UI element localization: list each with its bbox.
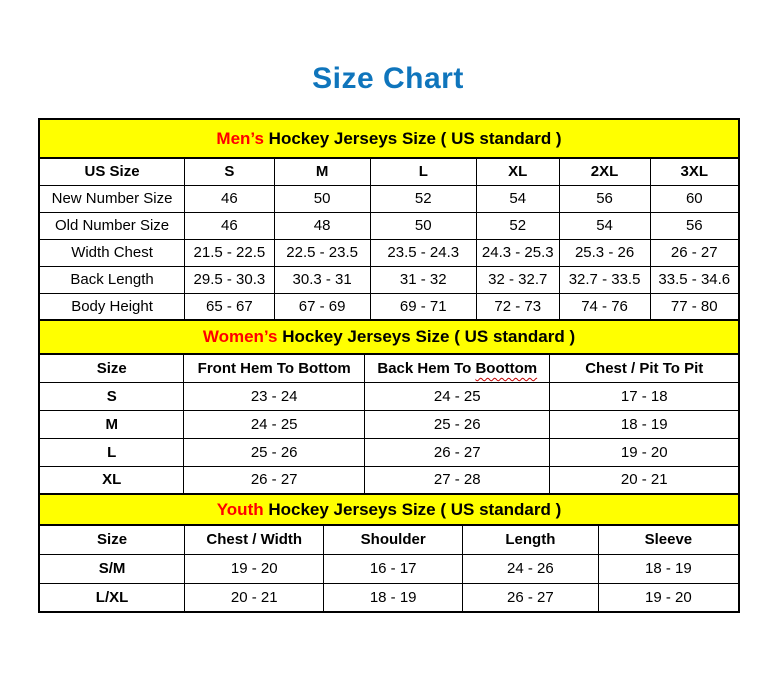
cell-value: 67 - 69 xyxy=(274,293,370,320)
table-row xyxy=(39,185,739,212)
row-label: Back Length xyxy=(39,266,185,293)
cell-value: 17 - 18 xyxy=(550,382,739,410)
mens-section-header-accent: Men’s xyxy=(216,128,264,148)
mens-column-header-row xyxy=(39,158,739,185)
cell-value: 26 - 27 xyxy=(364,438,550,466)
cell-value: 50 xyxy=(274,185,370,212)
womens-column-header-row xyxy=(39,354,739,382)
column-header: Sleeve xyxy=(598,525,739,554)
cell-value: 77 - 80 xyxy=(650,293,739,320)
column-header: XL xyxy=(476,158,559,185)
cell-value: 72 - 73 xyxy=(476,293,559,320)
column-header: L xyxy=(370,158,476,185)
womens-section-header xyxy=(39,320,739,354)
row-label: L/XL xyxy=(39,583,185,612)
row-label: New Number Size xyxy=(39,185,185,212)
row-label: XL xyxy=(39,466,184,494)
cell-value: 32.7 - 33.5 xyxy=(559,266,650,293)
table-row xyxy=(39,410,739,438)
cell-value: 23 - 24 xyxy=(184,382,365,410)
misspelled-word: Boottom xyxy=(475,359,538,377)
cell-value: 56 xyxy=(650,212,739,239)
womens-section-header-accent: Women’s xyxy=(202,327,278,346)
cell-value: 18 - 19 xyxy=(598,554,739,583)
cell-value: 60 xyxy=(650,185,739,212)
mens-size-table xyxy=(38,118,740,321)
cell-value: 30.3 - 31 xyxy=(274,266,370,293)
column-header: Length xyxy=(462,525,598,554)
cell-value: 69 - 71 xyxy=(370,293,476,320)
cell-value: 52 xyxy=(476,212,559,239)
row-label: M xyxy=(39,410,184,438)
cell-value: 74 - 76 xyxy=(559,293,650,320)
cell-value: 20 - 21 xyxy=(185,583,324,612)
cell-value: 26 - 27 xyxy=(184,466,365,494)
cell-value: 24.3 - 25.3 xyxy=(476,239,559,266)
youth-section-header-rest: Hockey Jerseys Size ( US standard ) xyxy=(263,499,562,519)
column-header xyxy=(364,354,550,382)
cell-value: 25 - 26 xyxy=(364,410,550,438)
cell-value: 21.5 - 22.5 xyxy=(185,239,275,266)
womens-section-band xyxy=(39,320,739,354)
cell-value: 19 - 20 xyxy=(550,438,739,466)
cell-value: 54 xyxy=(476,185,559,212)
cell-value: 31 - 32 xyxy=(370,266,476,293)
youth-section-band xyxy=(39,494,739,525)
cell-value: 48 xyxy=(274,212,370,239)
cell-value: 65 - 67 xyxy=(185,293,275,320)
column-header: 3XL xyxy=(650,158,739,185)
row-label: S/M xyxy=(39,554,185,583)
row-label: Old Number Size xyxy=(39,212,185,239)
row-label: Body Height xyxy=(39,293,185,320)
cell-value: 25 - 26 xyxy=(184,438,365,466)
column-header: 2XL xyxy=(559,158,650,185)
mens-section-band xyxy=(39,119,739,158)
cell-value: 26 - 27 xyxy=(462,583,598,612)
table-row xyxy=(39,212,739,239)
column-header: Size xyxy=(39,354,184,382)
cell-value: 50 xyxy=(370,212,476,239)
cell-value: 25.3 - 26 xyxy=(559,239,650,266)
youth-section-header-accent: Youth xyxy=(216,499,264,519)
column-header: S xyxy=(185,158,275,185)
column-header: Shoulder xyxy=(324,525,463,554)
cell-value: 24 - 26 xyxy=(462,554,598,583)
column-header: Size xyxy=(39,525,185,554)
row-label: S xyxy=(39,382,184,410)
cell-value: 18 - 19 xyxy=(550,410,739,438)
cell-value: 20 - 21 xyxy=(550,466,739,494)
table-row xyxy=(39,266,739,293)
column-header: Chest / Width xyxy=(185,525,324,554)
column-header: Front Hem To Bottom xyxy=(184,354,365,382)
table-row xyxy=(39,583,739,612)
cell-value: 22.5 - 23.5 xyxy=(274,239,370,266)
row-label: Width Chest xyxy=(39,239,185,266)
cell-value: 16 - 17 xyxy=(324,554,463,583)
cell-value: 23.5 - 24.3 xyxy=(370,239,476,266)
cell-value: 52 xyxy=(370,185,476,212)
cell-value: 18 - 19 xyxy=(324,583,463,612)
table-row xyxy=(39,293,739,320)
mens-section-header xyxy=(39,119,739,158)
size-chart xyxy=(38,118,740,613)
youth-section-header xyxy=(39,494,739,525)
page-title: Size Chart xyxy=(312,62,464,95)
table-row xyxy=(39,382,739,410)
youth-size-table xyxy=(38,493,740,613)
column-header: US Size xyxy=(39,158,185,185)
cell-value: 32 - 32.7 xyxy=(476,266,559,293)
column-header: Chest / Pit To Pit xyxy=(550,354,739,382)
cell-value: 27 - 28 xyxy=(364,466,550,494)
table-row xyxy=(39,239,739,266)
column-header: M xyxy=(274,158,370,185)
table-row xyxy=(39,554,739,583)
womens-section-header-rest: Hockey Jerseys Size ( US standard ) xyxy=(277,327,576,346)
table-row xyxy=(39,466,739,494)
youth-column-header-row xyxy=(39,525,739,554)
cell-value: 19 - 20 xyxy=(598,583,739,612)
column-header-text: Back Hem To xyxy=(377,359,476,377)
womens-size-table xyxy=(38,319,740,495)
cell-value: 56 xyxy=(559,185,650,212)
cell-value: 46 xyxy=(185,185,275,212)
cell-value: 24 - 25 xyxy=(364,382,550,410)
cell-value: 26 - 27 xyxy=(650,239,739,266)
cell-value: 46 xyxy=(185,212,275,239)
table-row xyxy=(39,438,739,466)
cell-value: 24 - 25 xyxy=(184,410,365,438)
row-label: L xyxy=(39,438,184,466)
cell-value: 54 xyxy=(559,212,650,239)
cell-value: 19 - 20 xyxy=(185,554,324,583)
mens-section-header-rest: Hockey Jerseys Size ( US standard ) xyxy=(263,128,562,148)
cell-value: 33.5 - 34.6 xyxy=(650,266,739,293)
cell-value: 29.5 - 30.3 xyxy=(185,266,275,293)
